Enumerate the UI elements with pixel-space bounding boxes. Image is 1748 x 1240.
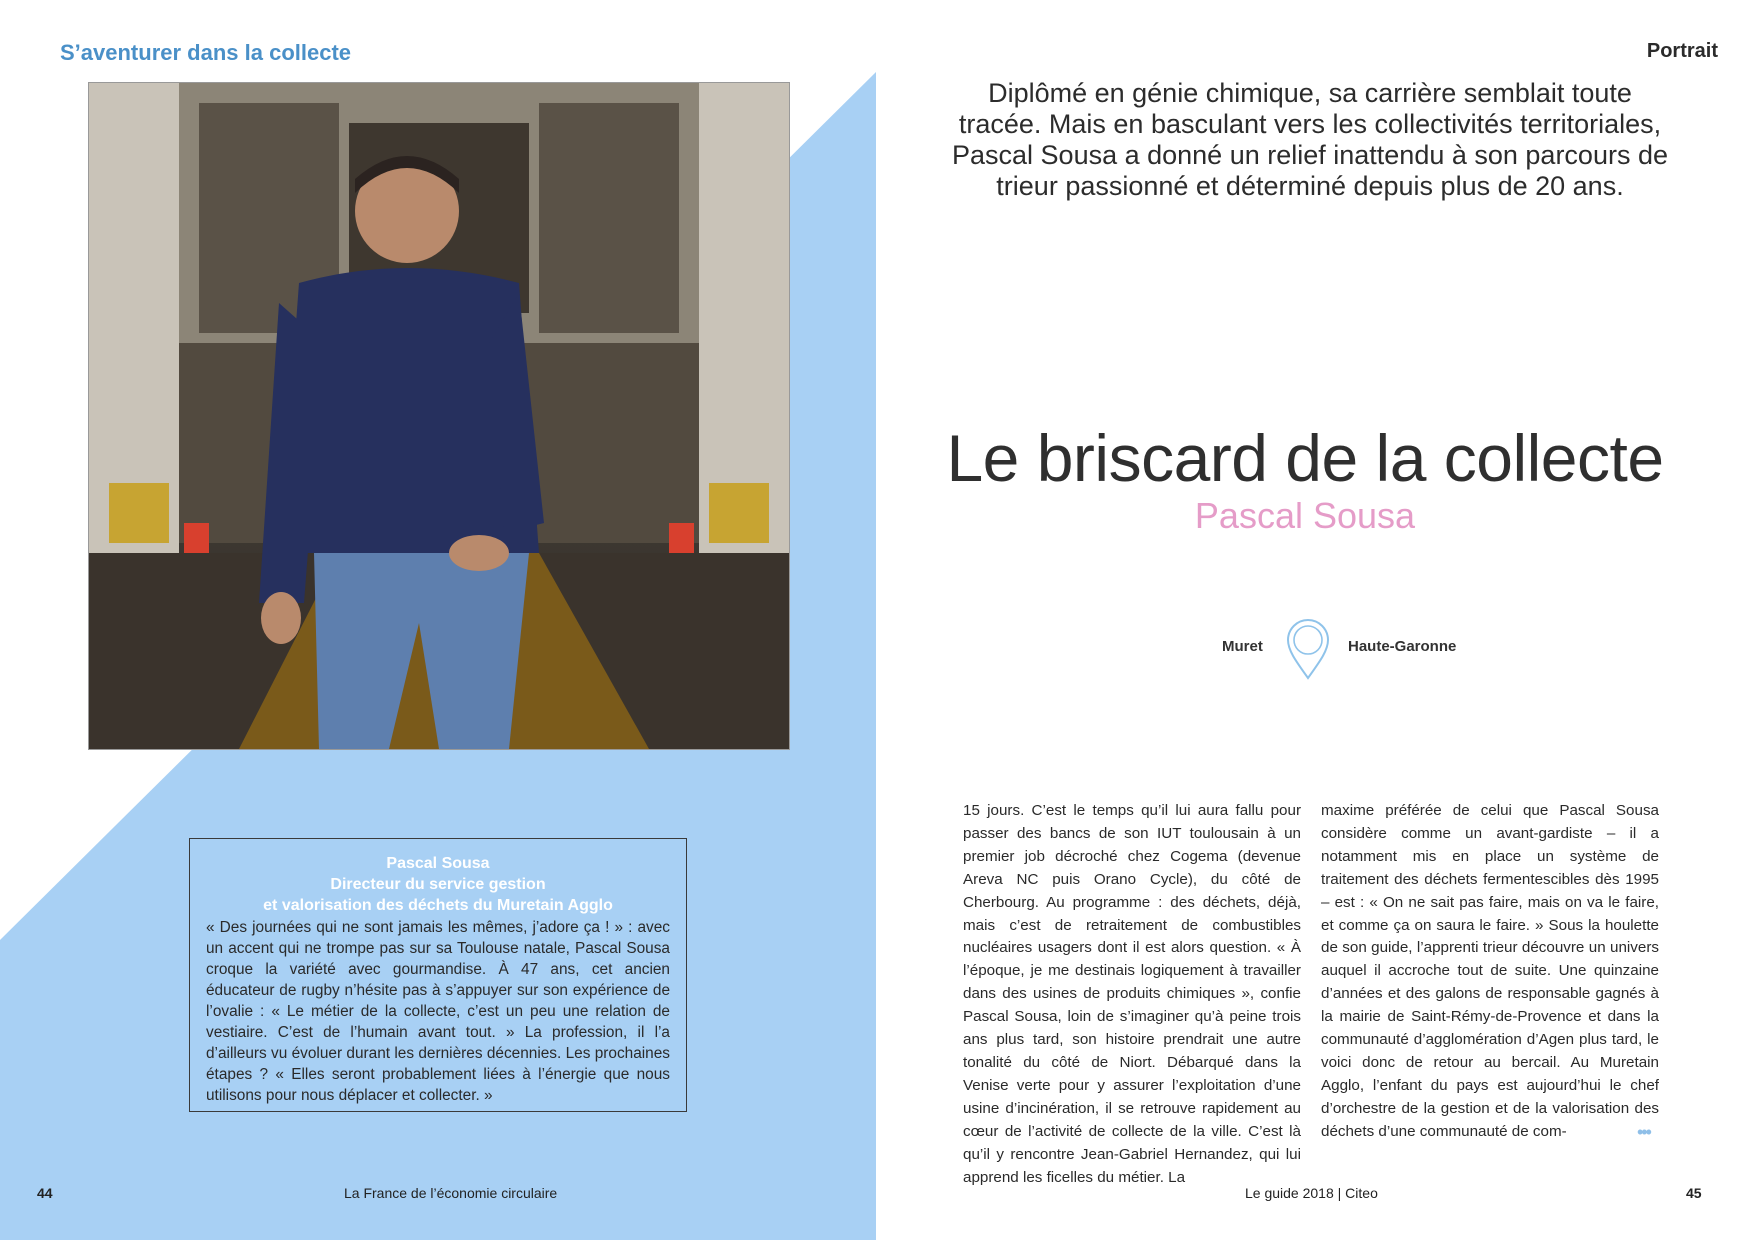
rubric-label: Portrait: [1646, 40, 1718, 62]
continue-marker: •••: [1637, 1122, 1650, 1142]
portrait-photo: [88, 82, 790, 750]
left-footer-text: La France de l’économie circulaire: [344, 1185, 558, 1201]
article-title: Le briscard de la collecte: [946, 421, 1664, 495]
map-pin-icon: [1285, 618, 1331, 680]
location-department: Haute-Garonne: [1348, 638, 1457, 655]
bio-role-line1: Directeur du service gestion: [330, 876, 546, 893]
bio-role-line2: et valorisation des déchets du Muretain Agglo: [263, 897, 613, 914]
section-title: S’aventurer dans la collecte: [60, 40, 352, 65]
bio-box: [189, 838, 687, 1112]
article-column-2: maxime préférée de celui que Pascal Sousa considère comme un avant-gardiste – il a notamment mis en place un système de traitement des déchets fermentescibles dès 1995 – est : « On ne sait pas faire, mais on va le faire, et comme ça on saura le faire. » Sous la houlette de son guide, l’apprenti trieur découvre un univers auquel il accroche tout de suite. Une quinzaine d’années et des galons de responsable gagnés à la mairie de Saint-Rémy-de-Provence et dans la communauté d’agglomération d’Agen plus tard, le voici donc de retour au bercail. Au Muretain Agglo, l’enfant du pays est aujourd’hui le chef d’orchestre de la gestion et de la valorisation des déchets d’une communauté de com-: [1321, 802, 1659, 1140]
left-page-number: 44: [37, 1185, 53, 1201]
article-column-1: 15 jours. C’est le temps qu’il lui aura fallu pour passer des bancs de son IUT toulousain à un premier job décroché chez Cogema (devenue Areva NC puis Orano Cycle), du côté de Cherbourg. Au programme : des déchets, déjà, mais c’est de retraitement de combustibles nucléaires usagers dont il est alors question. « À l’époque, je me destinais logiquement à travailler dans des usines de produits chimiques », confie Pascal Sousa, loin de s’imaginer qu’à peine trois ans plus tard, son histoire prendrait une autre tonalité du côté de Niort. Débarqué dans la Venise verte pour y assurer l’exploitation d’une usine d’incinération, il se retrouve rapidement au cœur de l’activité de collecte de la ville. C’est là qu’il y rencontre Jean-Gabriel Hernandez, qui lui apprend les ficelles du métier. La: [963, 802, 1301, 1186]
right-footer-text: Le guide 2018 | Citeo: [1245, 1185, 1378, 1201]
intro-paragraph: Diplômé en génie chimique, sa carrière semblait toute tracée. Mais en basculant vers les collectivités territoriales, Pascal Sousa a donné un relief inattendu à son parcours de trieur passionné et déterminé depuis plus de 20 ans.: [952, 78, 1668, 201]
article-subtitle: Pascal Sousa: [1194, 495, 1416, 536]
bio-name: Pascal Sousa: [386, 855, 490, 872]
right-page-number: 45: [1686, 1185, 1702, 1201]
bio-text: « Des journées qui ne sont jamais les mêmes, j’adore ça ! » : avec un accent qui ne trompe pas sur sa Toulouse natale, Pascal Sousa croque la variété avec gourmandise. À 47 ans, cet ancien éducateur de rugby n’hésite pas à s’appuyer sur son expérience de l’ovalie : « Le métier de la collecte, c’est un peu une relation de vestiaire. C’est de l’humain avant tout. » La profession, il l’a d’ailleurs vu évoluer durant les dernières décennies. Les prochaines étapes ? « Elles seront probablement liées à l’énergie que nous utilisons pour nous déplacer et collecter. »: [206, 919, 670, 1104]
location-city: Muret: [1222, 638, 1263, 655]
